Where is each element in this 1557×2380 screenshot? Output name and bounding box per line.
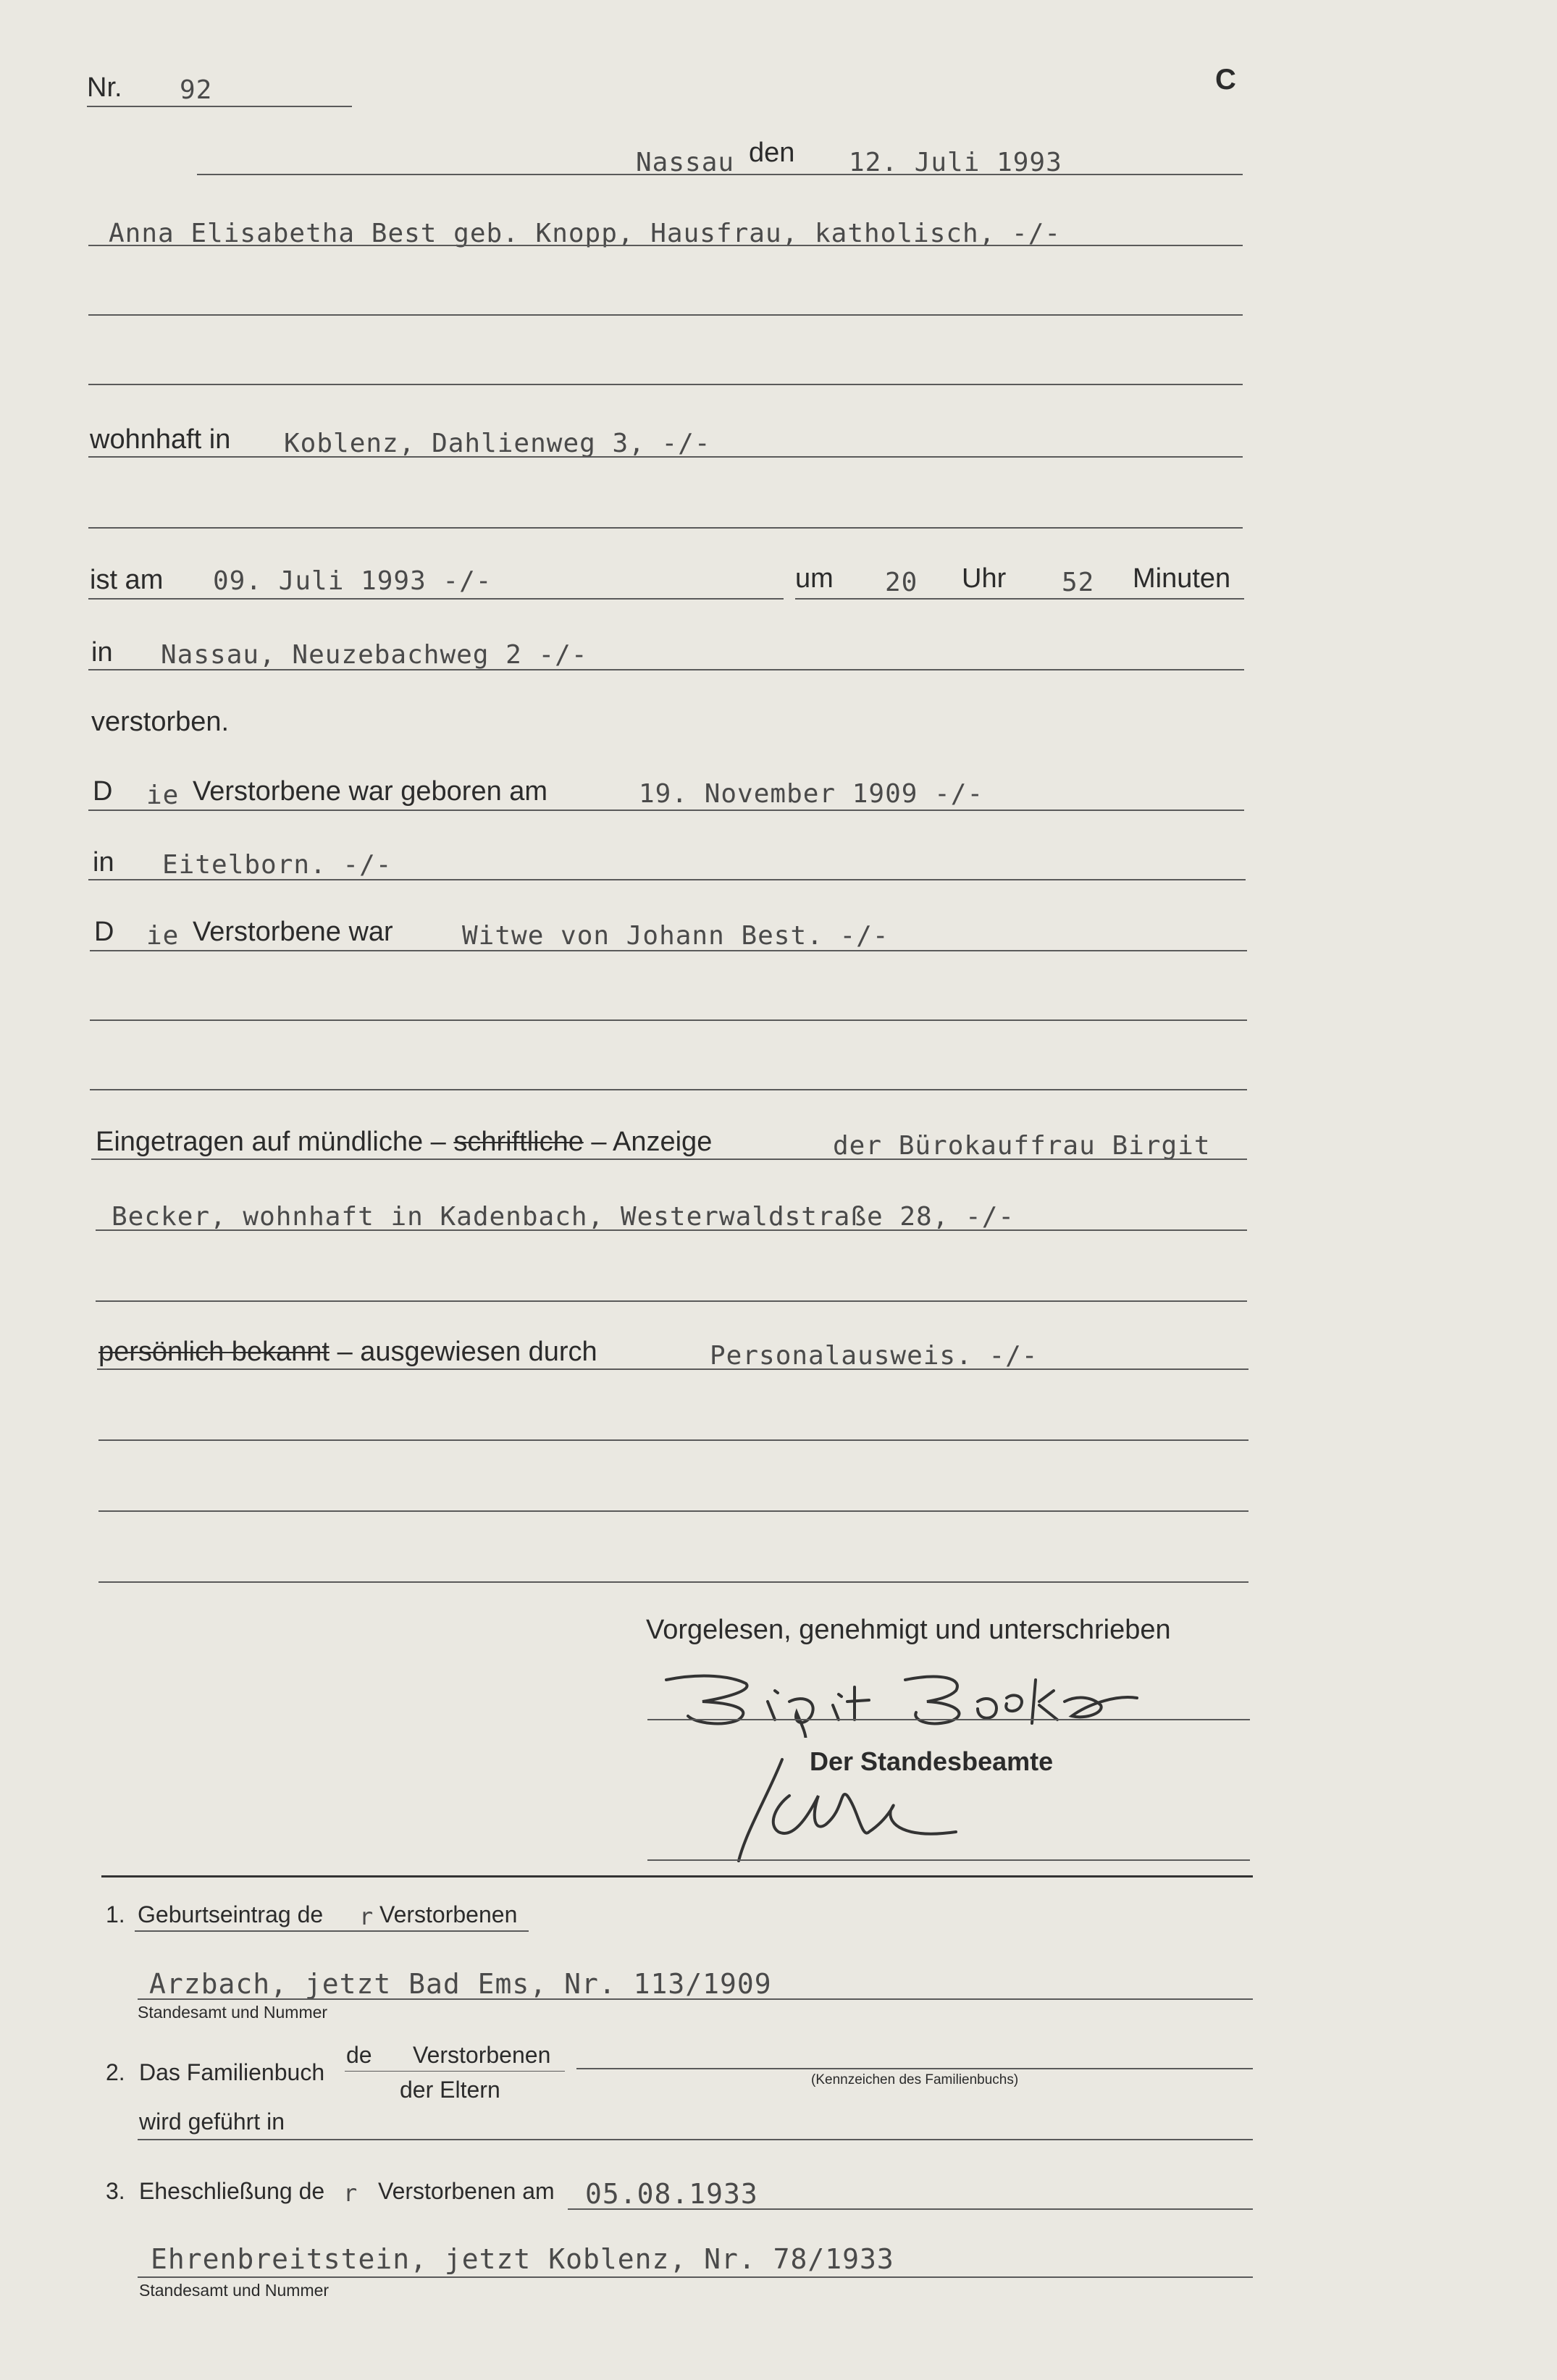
death-place-line [88,669,1244,670]
death-date: 09. Juli 1993 -/- [213,566,492,596]
birth-ie: ie [146,781,180,810]
n3-date-line [568,2208,1253,2210]
status-line-2 [90,1019,1247,1021]
signature-line-registrar [647,1859,1250,1861]
birth-place-line [88,879,1246,880]
status-d: D [94,917,114,947]
vorgelesen-label: Vorgelesen, genehmigt und unterschrieben [646,1615,1171,1645]
n1-value: Arzbach, jetzt Bad Ems, Nr. 113/1909 [149,1968,772,2000]
signature-informant [645,1658,1180,1738]
n1-label-a: Geburtseintrag de [138,1901,324,1927]
hour: 20 [885,568,918,597]
verstorben-label: verstorben. [91,707,230,737]
n1-sub: Standesamt und Nummer [138,2003,328,2022]
n2-fraction-line [345,2071,565,2072]
n2-de: de [346,2042,372,2068]
ausgewiesen-line [97,1368,1248,1370]
form-letter: C [1215,64,1236,96]
date-prefix: den [749,138,795,168]
informant-line-1 [91,1159,1247,1160]
n3-r: r [343,2179,358,2207]
nr-label: Nr. [87,72,122,103]
n1-value-line [138,1998,1253,2000]
informant-line-3 [96,1300,1247,1302]
place: Nassau [636,148,735,177]
wohnhaft-line-2 [88,527,1243,529]
informant-line-2 [96,1229,1247,1231]
birth-line [88,810,1244,811]
minuten-label: Minuten [1133,563,1231,594]
n3-label-a: Eheschließung de [139,2178,325,2204]
section-separator [101,1875,1253,1877]
informant-1: der Bürokauffrau Birgit [833,1131,1211,1161]
n2-kennzeichen-line [576,2068,1253,2069]
status-line [90,950,1247,951]
n3-num: 3. [106,2178,125,2204]
status-line-3 [90,1089,1247,1090]
wohnhaft-value: Koblenz, Dahlienweg 3, -/- [284,429,711,458]
blank-line-3 [98,1581,1248,1583]
status-value: Witwe von Johann Best. -/- [462,921,889,951]
birth-date: 19. November 1909 -/- [639,779,984,809]
eingetragen-text-2: – Anzeige [591,1127,713,1157]
status-ie: ie [146,921,180,951]
birth-label: Verstorbene war geboren am [193,776,548,807]
blank-line-2 [98,1510,1248,1512]
minutes: 52 [1062,568,1095,597]
n2-num: 2. [106,2059,125,2085]
signature-registrar [724,1752,1028,1868]
birth-in-label: in [93,847,114,878]
death-date-line [88,598,784,600]
nr-line [87,106,352,107]
n1-r: r [359,1903,374,1930]
date: 12. Juli 1993 [849,148,1062,177]
blank-line-1 [98,1439,1248,1441]
death-place: Nassau, Neuzebachweg 2 -/- [161,640,588,670]
bleed-through-1 [826,138,840,167]
eingetragen-strike: schriftliche [453,1127,584,1157]
wohnhaft-label: wohnhaft in [90,424,231,455]
istam-label: ist am [90,565,164,595]
person-line-3 [88,384,1243,385]
ausgewiesen-label: – ausgewiesen durch [337,1337,597,1367]
nr-value: 92 [180,75,213,105]
n2-kennzeichen: (Kennzeichen des Familienbuchs) [811,2072,1019,2087]
person-line-2 [88,314,1243,316]
n2-verstorbenen: Verstorbenen [413,2042,551,2068]
time-line [795,598,1244,600]
eingetragen-label [96,1127,712,1158]
status-label: Verstorbene war [193,917,393,947]
ausgewiesen-value: Personalausweis. -/- [710,1341,1038,1371]
n3-date: 05.08.1933 [585,2178,758,2210]
n3-label-b: Verstorbenen am [378,2178,555,2204]
birth-place: Eitelborn. -/- [162,850,393,880]
birth-d: D [93,776,113,807]
standesbeamte-label: Der Standesbeamte [810,1746,1054,1776]
n2-label: Das Familienbuch [139,2059,325,2085]
n2-wird-line [138,2139,1253,2140]
n1-num: 1. [106,1901,125,1927]
n3-value-line [138,2276,1253,2278]
person: Anna Elisabetha Best geb. Knopp, Hausfrau, katholisch, -/- [109,219,1062,248]
date-line [197,174,1243,175]
ausgewiesen-row [98,1337,597,1368]
wohnhaft-line [88,456,1243,458]
n1-label-line [135,1930,529,1932]
n2-wird: wird geführt in [139,2108,285,2135]
n1-label-b: Verstorbenen [379,1901,518,1927]
uhr-label: Uhr [962,563,1007,594]
person-line-1 [88,245,1243,246]
um-label: um [795,563,834,594]
eingetragen-text-1: Eingetragen auf mündliche – [96,1127,446,1157]
n2-eltern: der Eltern [400,2077,500,2103]
n3-value: Ehrenbreitstein, jetzt Koblenz, Nr. 78/1933 [151,2243,894,2275]
n3-sub: Standesamt und Nummer [139,2281,330,2300]
in-label: in [91,637,113,668]
signature-line-informant [647,1719,1250,1720]
bekannt-strike: persönlich bekannt [98,1337,330,1367]
informant-2: Becker, wohnhaft in Kadenbach, Westerwaldstraße 28, -/- [112,1202,1015,1232]
